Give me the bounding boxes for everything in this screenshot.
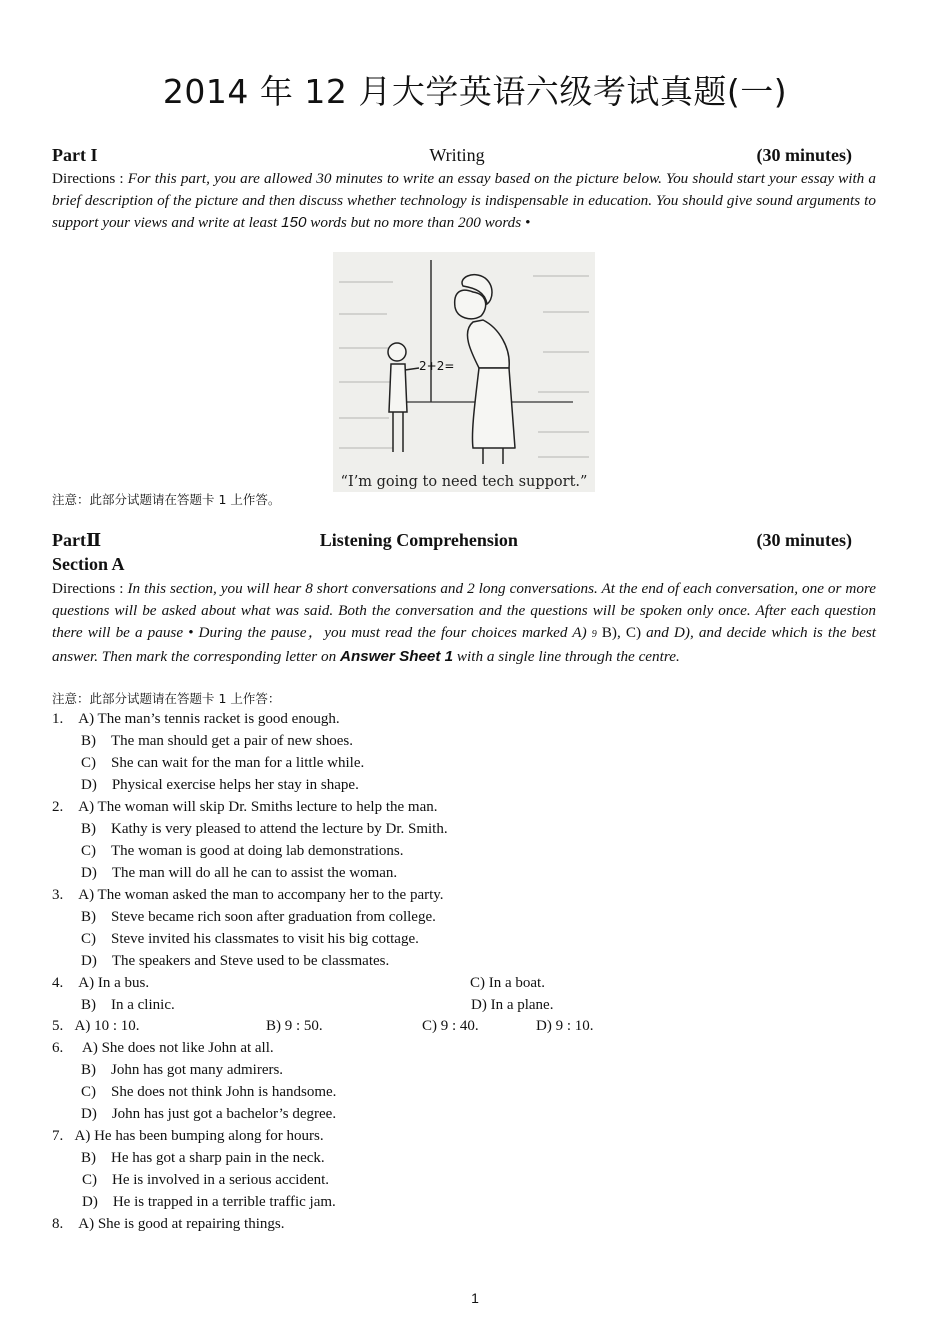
- q7-option-d: D) He is trapped in a terrible traffic jam.: [82, 1194, 336, 1210]
- part2-directions: [52, 578, 876, 668]
- q5-option-a: 5. A) 10 : 10.: [52, 1018, 140, 1034]
- part1-time: (30 minutes): [756, 145, 852, 165]
- answer-sheet-label: Answer Sheet 1: [339, 648, 454, 665]
- q2-option-d: D) The man will do all he can to assist the woman.: [81, 865, 398, 881]
- q1-option-d: D) Physical exercise helps her stay in shape.: [81, 777, 359, 793]
- part2-directions-text-a: In this section, you will hear 8 short conversations and 2 long conversations. At the end of each conversation, one or more questions will be asked about what was said. Both the conversation and the questions will be spoken only once. After each question there will be a pause • During the pause，you must read the four choices marked A): [52, 580, 877, 641]
- q4-option-d: D) In a plane.: [471, 997, 554, 1013]
- q3-option-c: C) Steve invited his classmates to visit his big cottage.: [81, 931, 419, 947]
- part1-header: [52, 145, 852, 166]
- q5-option-b: B) 9 : 50.: [266, 1018, 323, 1034]
- q2-option-c: C) The woman is good at doing lab demonstrations.: [81, 843, 404, 859]
- part2-note: 注意：此部分试题请在答题卡 1 上作答：: [52, 691, 281, 706]
- q1-option-c: C) She can wait for the man for a little while.: [81, 755, 365, 771]
- part2-label: PartⅡ: [52, 530, 102, 550]
- q6-option-c: C) She does not think John is handsome.: [81, 1084, 337, 1100]
- q7-option-b: B) He has got a sharp pain in the neck.: [81, 1150, 325, 1166]
- q4-option-a: 4. A) In a bus.: [52, 975, 150, 991]
- part1-directions-num: 150: [281, 214, 307, 231]
- cartoon-image: [333, 252, 595, 492]
- q6-option-d: D) John has just got a bachelor’s degree.: [81, 1106, 337, 1122]
- part1-directions-label: Directions :: [52, 170, 124, 187]
- part2-header: [52, 530, 852, 551]
- q7-option-c: C) He is involved in a serious accident.: [82, 1172, 330, 1188]
- q3-option-b: B) Steve became rich soon after graduation from college.: [81, 909, 436, 925]
- q5-option-c: C) 9 : 40.: [422, 1018, 479, 1034]
- part2-directions-mid: B), C): [596, 624, 647, 641]
- q1-option-a: 1. A) The man’s tennis racket is good enough.: [52, 711, 340, 727]
- q4-option-b: B) In a clinic.: [81, 997, 175, 1013]
- q5-option-d: D) 9 : 10.: [536, 1018, 594, 1034]
- part1-directions-text-b: words but no more than 200 words •: [306, 214, 531, 231]
- part2-directions-text-b: and D), and decide which is the best answer. Then mark the corresponding letter on: [52, 624, 876, 665]
- page-number: 1: [471, 1290, 479, 1306]
- q4-option-c: C) In a boat.: [470, 975, 545, 991]
- cartoon-equation: 2+2=: [419, 359, 455, 373]
- part1-directions-text-a: For this part, you are allowed 30 minutes to write an essay based on the picture below. You should start your essay with a brief description of the picture and then discuss whether technology is indispensable in education. You should give sound arguments to support your views and write at least: [52, 170, 877, 231]
- q6-option-b: B) John has got many admirers.: [81, 1062, 284, 1078]
- q3-option-d: D) The speakers and Steve used to be classmates.: [81, 953, 390, 969]
- part1-directions: [52, 168, 876, 234]
- section-a-title: Section A: [52, 554, 125, 574]
- q2-option-a: 2. A) The woman will skip Dr. Smiths lecture to help the man.: [52, 799, 438, 815]
- part2-time: (30 minutes): [756, 530, 852, 550]
- cartoon-caption: “I’m going to need tech support.”: [340, 474, 588, 490]
- part1-note: 注意：此部分试题请在答题卡 1 上作答。: [52, 492, 281, 507]
- q1-option-b: B) The man should get a pair of new shoes.: [81, 733, 354, 749]
- part2-directions-text-c: with a single line through the centre.: [453, 648, 680, 665]
- part1-label: Part I: [52, 145, 98, 165]
- q3-option-a: 3. A) The woman asked the man to accompany her to the party.: [52, 887, 444, 903]
- q7-option-a: 7. A) He has been bumping along for hours.: [52, 1128, 324, 1144]
- page-title: 2014 年 12 月大学英语六级考试真题(一): [162, 72, 788, 111]
- cartoon-drawing: [333, 252, 595, 492]
- q8-option-a: 8. A) She is good at repairing things.: [52, 1216, 285, 1232]
- part2-name: Listening Comprehension: [319, 530, 518, 550]
- q6-option-a: 6. A) She does not like John at all.: [52, 1040, 274, 1056]
- part2-directions-label: Directions :: [52, 580, 124, 597]
- part1-name: Writing: [429, 145, 485, 165]
- part2-directions-sep: 9: [591, 629, 597, 640]
- q2-option-b: B) Kathy is very pleased to attend the lecture by Dr. Smith.: [81, 821, 448, 837]
